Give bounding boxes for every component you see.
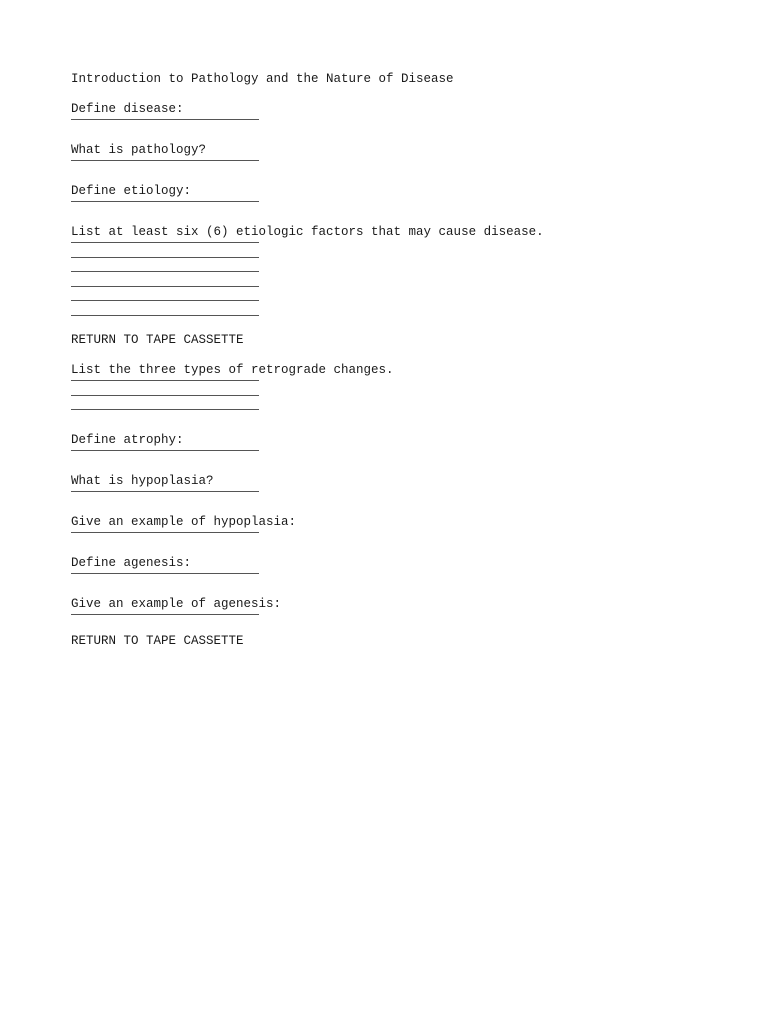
worksheet-page [71, 71, 711, 663]
answer-line[interactable] [71, 257, 259, 258]
answer-line[interactable] [71, 242, 259, 243]
question-prompt: What is pathology? [71, 143, 207, 157]
question-define-agenesis [71, 555, 711, 574]
question-define-etiology [71, 183, 711, 202]
answer-line[interactable] [71, 380, 259, 381]
section-2 [71, 362, 711, 615]
question-prompt: List at least six (6) etiologic factors that may cause disease. [71, 225, 544, 239]
answer-line[interactable] [71, 450, 259, 451]
answer-line[interactable] [71, 119, 259, 120]
question-prompt: Give an example of agenesis: [71, 597, 282, 612]
question-define-atrophy [71, 432, 711, 451]
question-etiologic-factors [71, 224, 711, 316]
answer-line[interactable] [71, 573, 259, 574]
answer-line[interactable] [71, 315, 259, 316]
question-retrograde-changes [71, 362, 711, 410]
answer-line[interactable] [71, 491, 259, 492]
answer-line[interactable] [71, 300, 259, 301]
answer-line[interactable] [71, 160, 259, 161]
answer-line[interactable] [71, 271, 259, 272]
question-what-is-pathology [71, 142, 711, 161]
answer-line[interactable] [71, 409, 259, 410]
answer-line[interactable] [71, 286, 259, 287]
question-prompt: Define atrophy: [71, 433, 184, 448]
question-example-hypoplasia [71, 514, 711, 533]
answer-line[interactable] [71, 614, 259, 615]
answer-line[interactable] [71, 201, 259, 202]
answer-line[interactable] [71, 395, 259, 396]
question-example-agenesis [71, 596, 711, 615]
question-prompt: What is hypoplasia? [71, 474, 214, 489]
question-prompt: Define agenesis: [71, 556, 192, 571]
question-prompt: Give an example of hypoplasia: [71, 515, 297, 530]
section-1 [71, 101, 711, 316]
question-define-disease [71, 101, 711, 120]
question-prompt: List the three types of retrograde changes. [71, 362, 394, 377]
answer-line[interactable] [71, 532, 259, 533]
return-to-tape-notice: RETURN TO TAPE CASSETTE [71, 634, 244, 649]
worksheet-title: Introduction to Pathology and the Nature of Disease [71, 72, 454, 86]
question-prompt: Define disease: [71, 102, 184, 116]
question-what-is-hypoplasia [71, 473, 711, 492]
return-to-tape-notice: RETURN TO TAPE CASSETTE [71, 332, 244, 347]
question-prompt: Define etiology: [71, 184, 192, 198]
